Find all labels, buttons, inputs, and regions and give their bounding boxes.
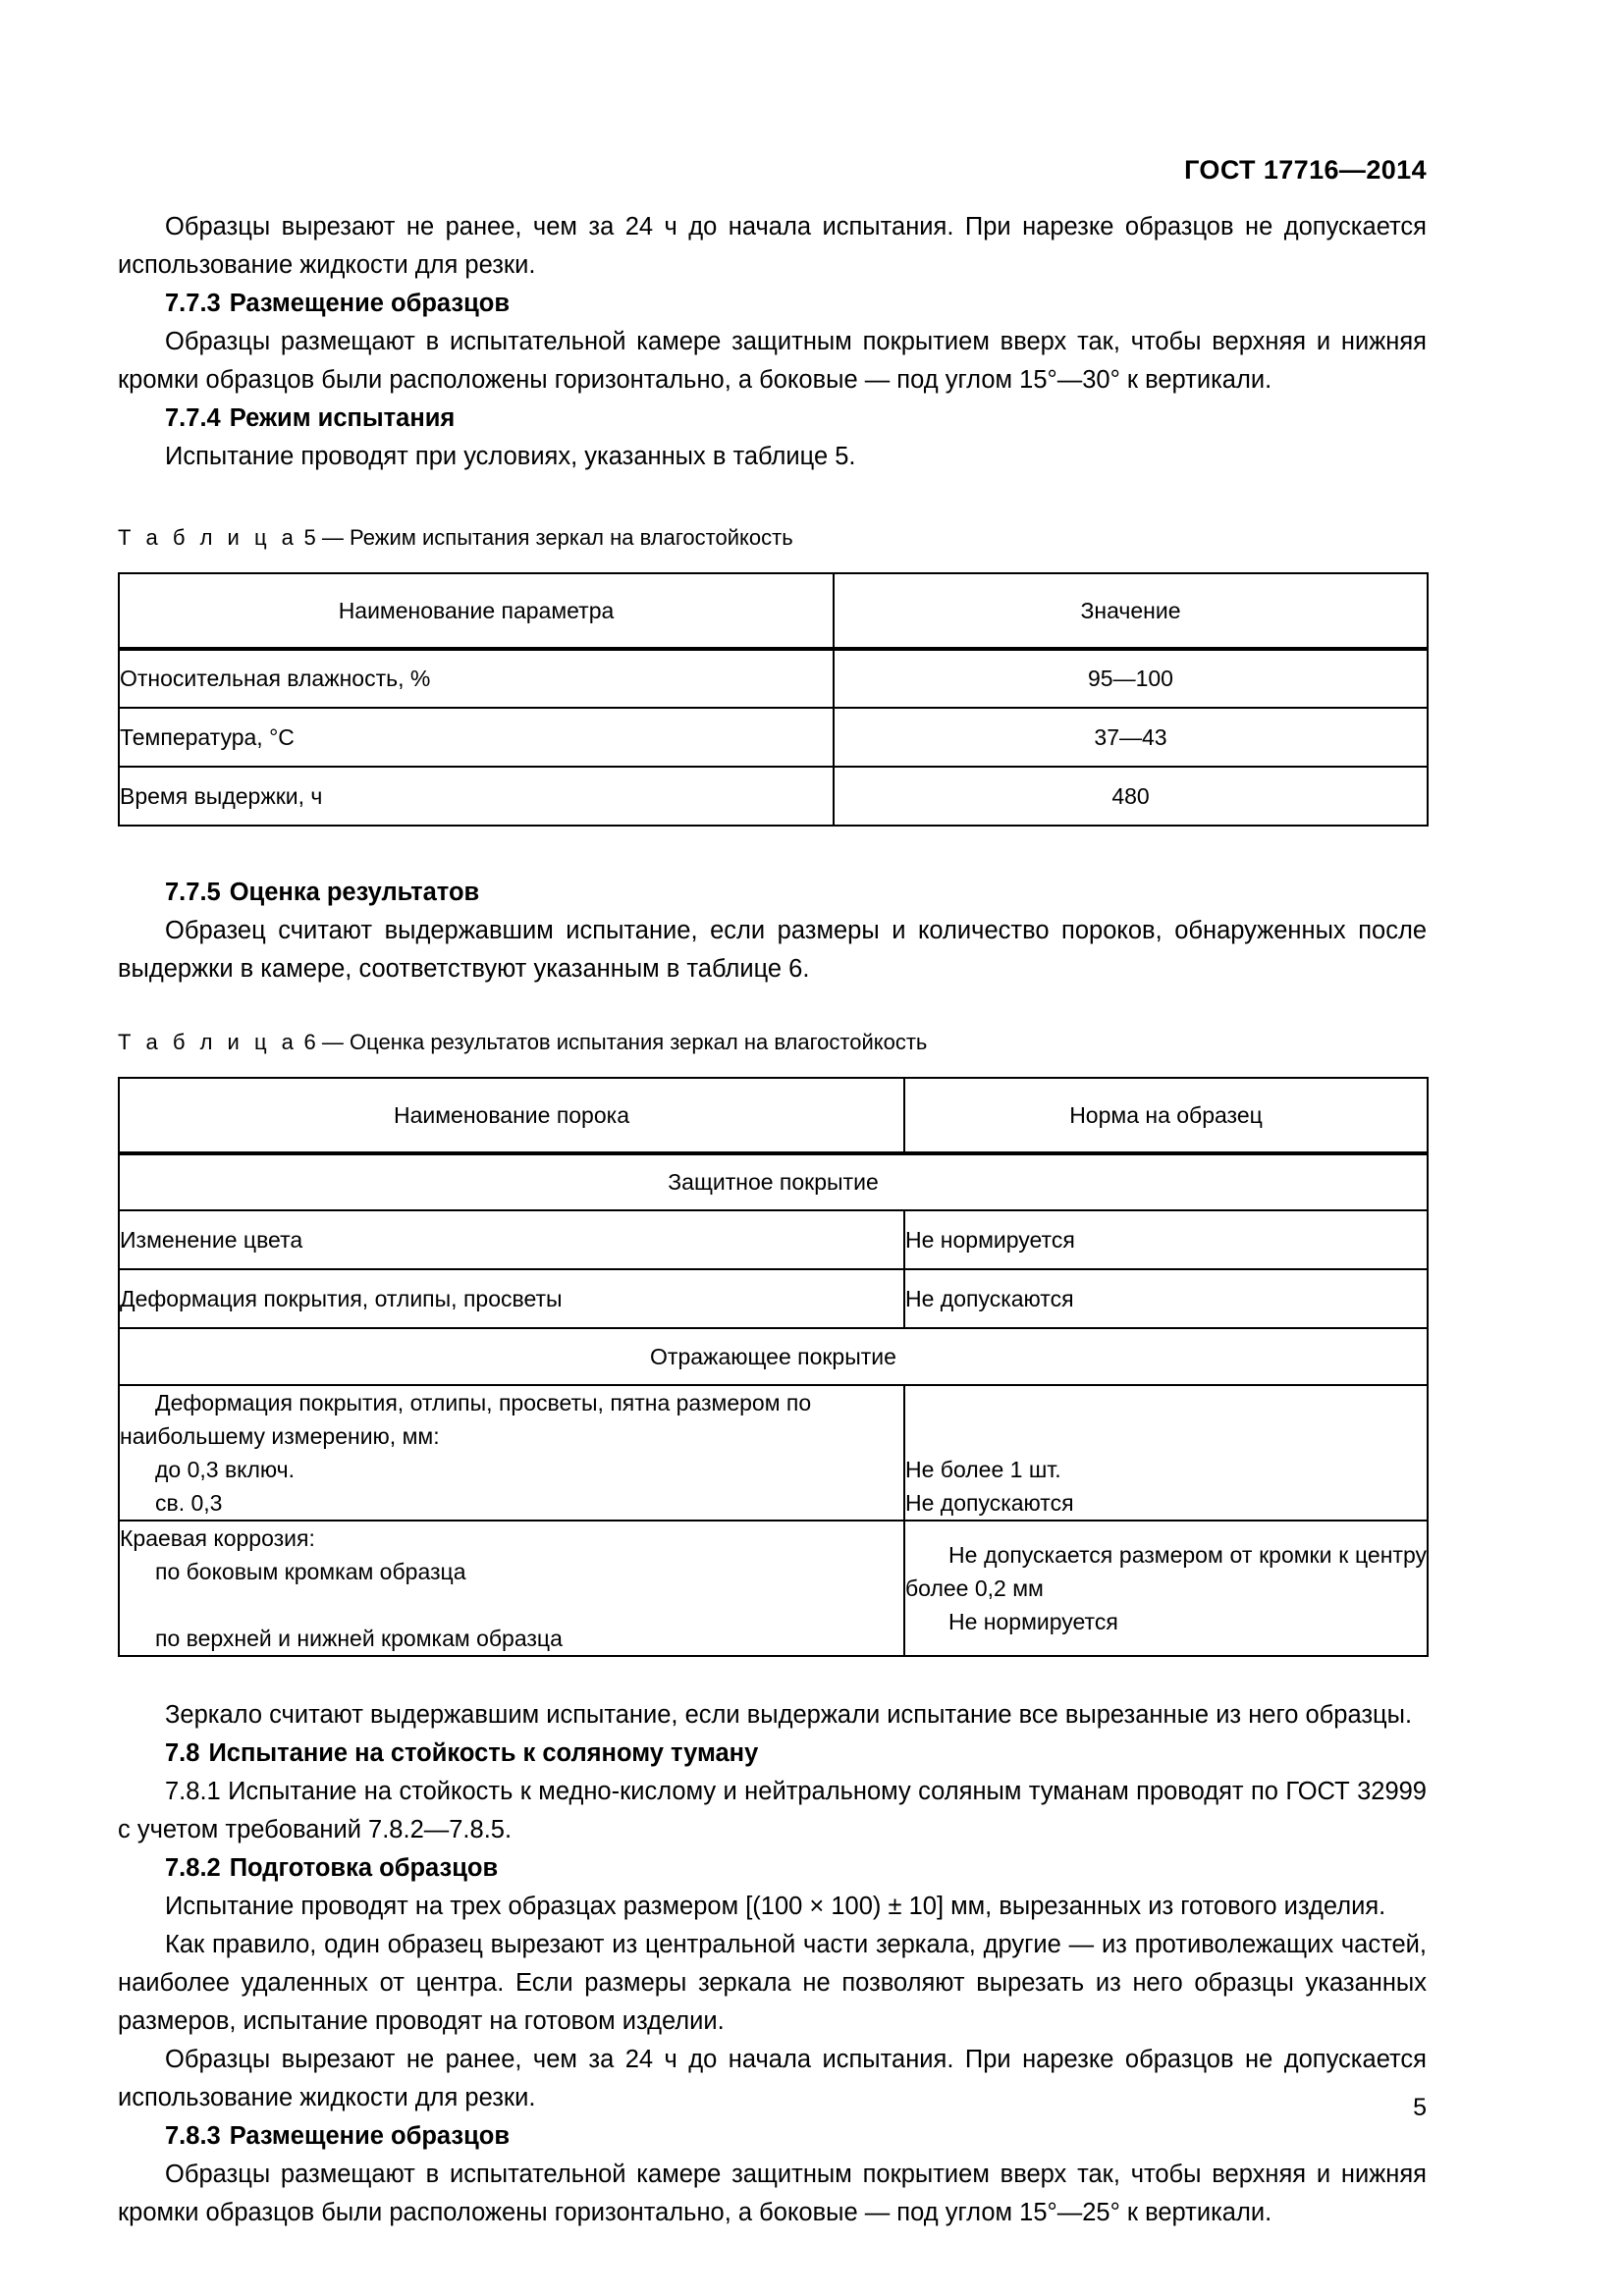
table5-cell-param-1: Температура, °С (119, 708, 834, 767)
table5-caption (118, 523, 1427, 553)
heading-7-8-3-number: 7.8.3 (165, 2122, 221, 2150)
paragraph-placement-1: Образцы размещают в испытательной камере защитным покрытием вверх так, чтобы верхняя и нижняя кромки образцов были расположены горизонтально, а боковые — под углом 15°—30° к вертикали. (118, 328, 1427, 394)
paragraph-cut-samples-2: Образцы вырезают не ранее, чем за 24 ч до начала испытания. При нарезке образцов не допускается использование жидкости для резки. (118, 2046, 1427, 2111)
paragraph-evaluation: Образец считают выдержавшим испытание, если размеры и количество пороков, обнаруженных после выдержки в камере, соответствуют указанным в таблице 6. (118, 917, 1427, 983)
deformation-line-1: Деформация покрытия, отлипы, просветы, пятна размером по (155, 1390, 812, 1415)
table6-caption-dash: — (321, 1030, 344, 1054)
paragraph-7-8-2-a: Испытание проводят на трех образцах размером [(100 × 100) ± 10] мм, вырезанных из готового изделия. (165, 1893, 1386, 1920)
table6-cell-defect-0: Изменение цвета (119, 1210, 904, 1269)
paragraph-mirror-passed: Зеркало считают выдержавшим испытание, если выдержали испытание все вырезанные из него образцы. (165, 1701, 1413, 1729)
heading-7-8-3 (118, 2117, 1427, 2156)
corrosion-norm-1: Не допускается размером от кромки к центру более 0,2 мм (905, 1542, 1427, 1601)
table6-cell-deformation-norm (904, 1385, 1428, 1521)
corrosion-line-3: по верхней и нижней кромкам образца (155, 1626, 563, 1651)
table5-cell-value-0: 95—100 (834, 649, 1428, 708)
deformation-line-2: наибольшему измерению, мм: (120, 1423, 440, 1449)
page-number: 5 (1413, 2094, 1427, 2121)
table-row (119, 1210, 1428, 1269)
deformation-norm-1: Не более 1 шт. (905, 1457, 1061, 1482)
corrosion-line-2: по боковым кромкам образца (155, 1559, 466, 1584)
corrosion-spacer (120, 1588, 903, 1622)
table5-header-parameter: Наименование параметра (119, 573, 834, 649)
paragraph-cut-samples-1: Образцы вырезают не ранее, чем за 24 ч до начала испытания. При нарезке образцов не допускается использование жидкости для резки. (118, 213, 1427, 279)
table6-caption-number: 6 (303, 1030, 316, 1054)
heading-7-8-2-number: 7.8.2 (165, 1854, 221, 1882)
heading-7-7-5-number: 7.7.5 (165, 879, 221, 906)
paragraph-7-8-1: 7.8.1 Испытание на стойкость к медно-кислому и нейтральному соляным туманам проводят по ГОСТ 32999 с учетом требований 7.8.2—7.8.5. (118, 1778, 1427, 1843)
table-row (119, 708, 1428, 767)
heading-7-7-5 (118, 874, 1427, 912)
deformation-sub-1: до 0,3 включ. (155, 1457, 296, 1482)
table6-section-protective-label: Защитное покрытие (119, 1153, 1428, 1210)
deformation-norm-2: Не допускаются (905, 1490, 1074, 1516)
heading-7-7-4-number: 7.7.4 (165, 404, 221, 432)
table6-cell-deformation-defect (119, 1385, 904, 1521)
heading-7-7-3-number: 7.7.3 (165, 290, 221, 317)
table6-cell-corrosion-defect (119, 1521, 904, 1656)
table5-cell-value-1: 37—43 (834, 708, 1428, 767)
deformation-sub-2: св. 0,3 (155, 1490, 223, 1516)
table6-header-row (119, 1078, 1428, 1153)
table-6-humidity-evaluation (118, 1077, 1429, 1657)
table-row (119, 767, 1428, 826)
paragraph-7-8-2-b: Как правило, один образец вырезают из центральной части зеркала, другие — из противолежащих частей, наиболее удаленных от центра. Если размеры зеркала не позволяют вырезать из него образцы указанных размеров, испытание проводят на готовом изделии. (118, 1931, 1427, 2035)
heading-7-8-number: 7.8 (165, 1739, 200, 1767)
table6-header-defect: Наименование порока (119, 1078, 904, 1153)
table5-caption-title: Режим испытания зеркал на влагостойкость (350, 525, 793, 550)
table6-caption-title: Оценка результатов испытания зеркал на влагостойкость (350, 1030, 928, 1054)
table5-cell-value-2: 480 (834, 767, 1428, 826)
table5-header-row (119, 573, 1428, 649)
heading-7-8-2-title: Подготовка образцов (229, 1854, 499, 1882)
heading-7-8-2 (118, 1849, 1427, 1888)
table6-cell-norm-1: Не допускаются (904, 1269, 1428, 1328)
table5-cell-param-0: Относительная влажность, % (119, 649, 834, 708)
heading-7-7-3 (118, 285, 1427, 323)
table5-caption-number: 5 (303, 525, 316, 550)
heading-7-7-4-title: Режим испытания (229, 404, 456, 432)
corrosion-norm-2: Не нормируется (948, 1609, 1118, 1634)
document-standard-header: ГОСТ 17716—2014 (1184, 155, 1427, 185)
table6-cell-defect-1: Деформация покрытия, отлипы, просветы (119, 1269, 904, 1328)
table-row (119, 1521, 1428, 1656)
table6-section-row-reflective (119, 1328, 1428, 1385)
table6-caption-word: Т а б л и ц а (118, 1030, 298, 1054)
table6-section-row-protective (119, 1153, 1428, 1210)
table6-header-norm: Норма на образец (904, 1078, 1428, 1153)
heading-7-7-4 (118, 400, 1427, 438)
table6-caption (118, 1028, 1427, 1057)
paragraph-placement-2: Образцы размещают в испытательной камере защитным покрытием вверх так, чтобы верхняя и нижняя кромки образцов были расположены горизонтально, а боковые — под углом 15°—25° к вертикали. (118, 2161, 1427, 2226)
table6-cell-norm-0: Не нормируется (904, 1210, 1428, 1269)
table5-header-value: Значение (834, 573, 1428, 649)
table5-caption-dash: — (321, 525, 344, 550)
table6-cell-corrosion-norm (904, 1521, 1428, 1656)
table6-section-reflective-label: Отражающее покрытие (119, 1328, 1428, 1385)
document-body (118, 208, 1427, 2232)
table5-caption-word: Т а б л и ц а (118, 525, 298, 550)
corrosion-line-1: Краевая коррозия: (120, 1525, 315, 1551)
table-5-humidity-test-mode (118, 572, 1429, 827)
table-row (119, 1269, 1428, 1328)
heading-7-8-title: Испытание на стойкость к соляному туману (208, 1739, 759, 1767)
table5-cell-param-2: Время выдержки, ч (119, 767, 834, 826)
table-row (119, 649, 1428, 708)
heading-7-8-3-title: Размещение образцов (229, 2122, 511, 2150)
heading-7-7-5-title: Оценка результатов (229, 879, 480, 906)
table-row (119, 1385, 1428, 1521)
heading-7-8 (118, 1735, 1427, 1773)
paragraph-test-mode: Испытание проводят при условиях, указанных в таблице 5. (165, 443, 856, 470)
heading-7-7-3-title: Размещение образцов (229, 290, 511, 317)
